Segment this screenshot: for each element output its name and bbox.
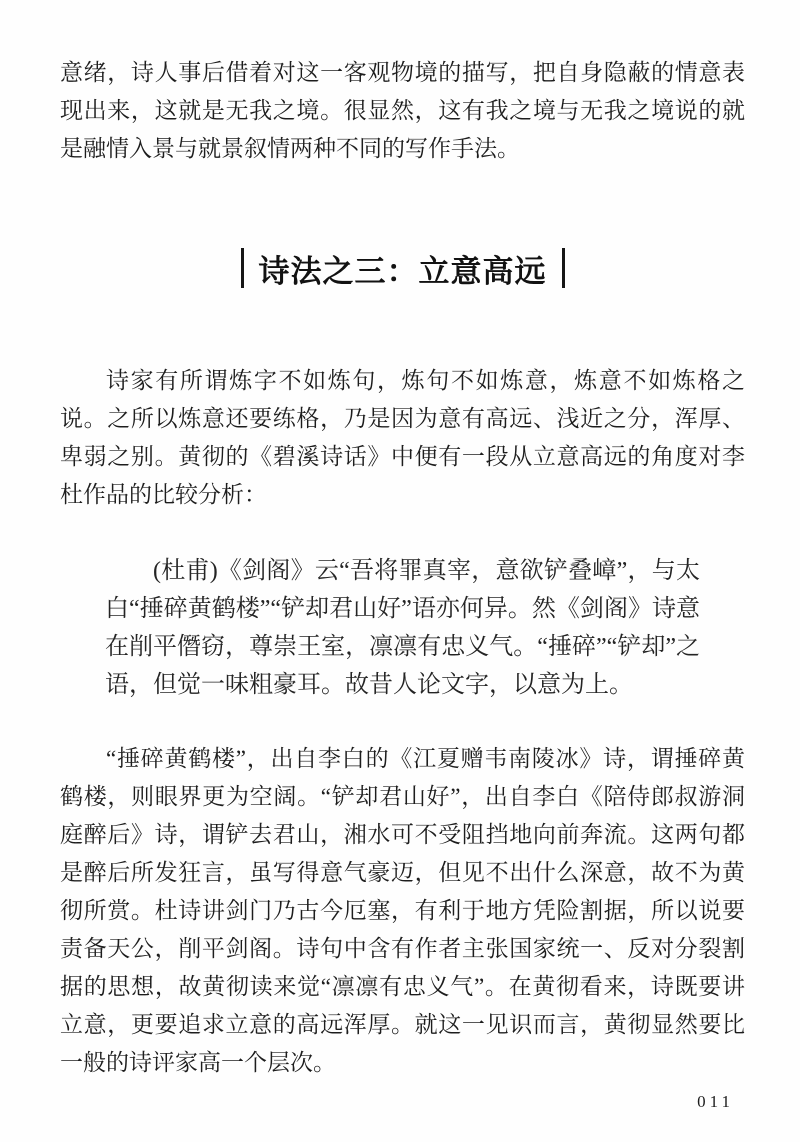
section-heading-text: 诗法之三：立意高远 bbox=[258, 253, 547, 289]
paragraph-continuation: 意绪，诗人事后借着对这一客观物境的描写，把自身隐蔽的情意表现出来，这就是无我之境。很显然，这有我之境与无我之境说的就是融情入景与就景叙情两种不同的写作手法。 bbox=[60, 60, 745, 161]
paragraph-analysis: “捶碎黄鹤楼”，出自李白的《江夏赠韦南陵冰》诗，谓捶碎黄鹤楼，则眼界更为空阔。“铲却君山好”，出自李白《陪侍郎叔游洞庭醉后》诗，谓铲去君山，湘水可不受阻挡地向前奔流。这两句都是醉后所发狂言，虽写得意气豪迈，但见不出什么深意，故不为黄彻所赏。杜诗讲剑门乃古今厄塞，有利于地方凭险割据，所以说要责备天公，削平剑阁。诗句中含有作者主张国家统一、反对分裂割据的思想，故黄彻读来觉“凛凛有忠义气”。在黄彻看来，诗既要讲立意，更要追求立意的高远浑厚。就这一见识而言，黄彻显然要比一般的诗评家高一个层次。 bbox=[60, 746, 745, 1075]
heading-right-bar bbox=[562, 248, 565, 288]
paragraph-intro: 诗家有所谓炼字不如炼句，炼句不如炼意，炼意不如炼格之说。之所以炼意还要练格，乃是因为意有高远、浅近之分，浑厚、卑弱之别。黄彻的《碧溪诗话》中便有一段从立意高远的角度对李杜作品的比较分析： bbox=[60, 368, 745, 507]
page-number: 011 bbox=[697, 1092, 734, 1111]
quote-block: (杜甫)《剑阁》云“吾将罪真宰，意欲铲叠嶂”，与太白“捶碎黄鹤楼”“铲却君山好”语亦何异。然《剑阁》诗意在削平僭窃，尊崇王室，凛凛有忠义气。“捶碎”“铲却”之语，但觉一味粗豪耳。故昔人论文字，以意为上。 bbox=[105, 558, 700, 698]
section-heading bbox=[60, 246, 745, 290]
heading-left-bar bbox=[241, 248, 244, 288]
